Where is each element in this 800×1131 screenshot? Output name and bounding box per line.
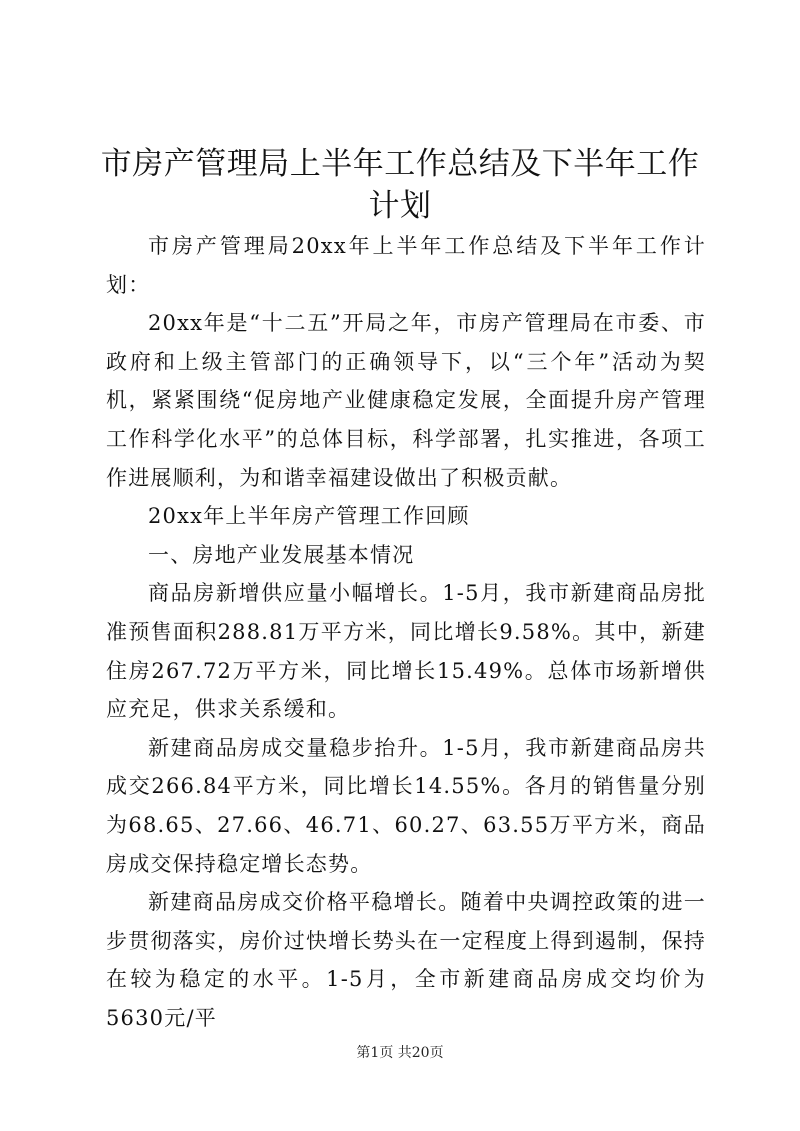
document-body (106, 227, 706, 1037)
paragraph-prices: 新建商品房成交价格平稳增长。随着中央调控政策的进一步贯彻落实，房价过快增长势头在一定程度上得到遏制，保持在较为稳定的水平。1-5月，全市新建商品房成交均价为5630元/平 (106, 890, 706, 1030)
paragraph-intro: 市房产管理局20xx年上半年工作总结及下半年工作计划： (106, 234, 706, 297)
paragraph-supply: 商品房新增供应量小幅增长。1-5月，我市新建商品房批准预售面积288.81万平方米，同比增长9.58%。其中，新建住房267.72万平方米，同比增长15.49%。总体市场新增供应充足，供求关系缓和。 (106, 581, 706, 722)
page-number-footer: 第1页 共20页 (356, 1045, 444, 1061)
paragraph-overview: 20xx年是“十二五”开局之年，市房产管理局在市委、市政府和上级主管部门的正确领导下，以“三个年”活动为契机，紧紧围绕“促房地产业健康稳定发展，全面提升房产管理工作科学化水平”的总体目标，科学部署，扎实推进，各项工作进展顺利，为和谐幸福建设做出了积极贡献。 (106, 311, 706, 490)
section-heading-basic-situation: 一、房地产业发展基本情况 (148, 542, 415, 567)
paragraph-transactions: 新建商品房成交量稳步抬升。1-5月，我市新建商品房共成交266.84平方米，同比增长14.55%。各月的销售量分别为68.65、27.66、46.71、60.27、63.55万平方米，商品房成交保持稳定增长态势。 (106, 735, 706, 876)
section-heading-review: 20xx年上半年房产管理工作回顾 (148, 504, 470, 529)
document-title: 市房产管理局上半年工作总结及下半年工作计划 (100, 146, 700, 224)
